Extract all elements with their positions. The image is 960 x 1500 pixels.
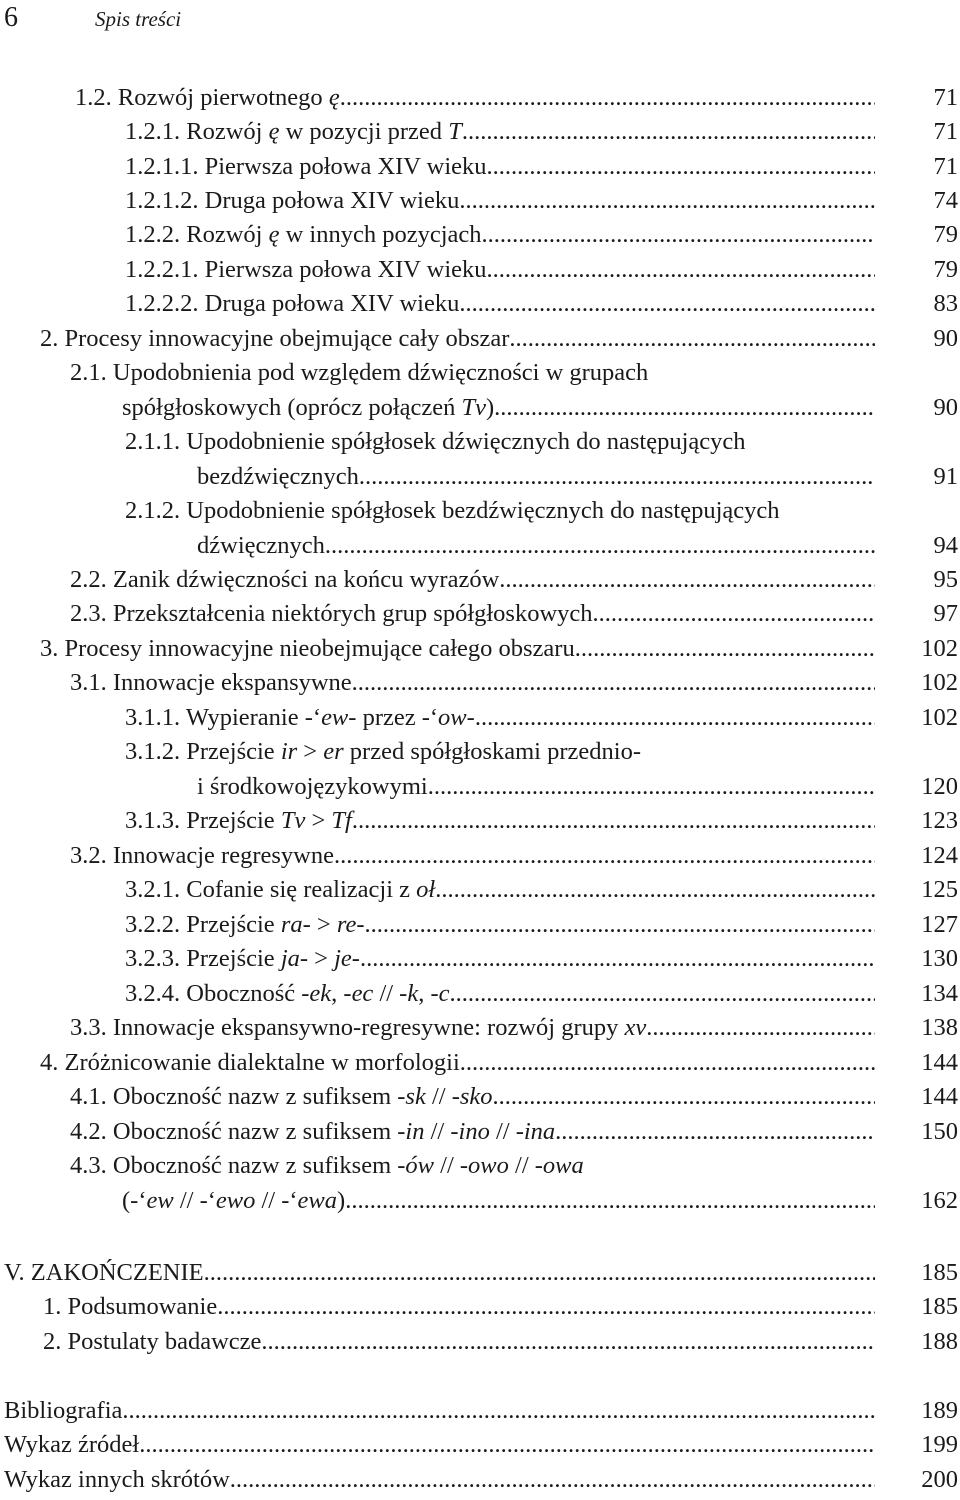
toc-text: Oboczność nazw z sufiksem - [112,1083,406,1110]
toc-text [125,804,352,838]
toc-text: 1.2.2. [125,221,181,248]
toc-text: Oboczność nazw z sufiksem - [112,1118,406,1145]
toc-italic-text: ja- [280,945,309,972]
toc-text: 1.2.1.1. [125,153,199,180]
toc-text [4,1256,204,1290]
toc-text: Pierwsza połowa XIV wieku [204,256,487,283]
toc-italic-text: oł [416,876,436,903]
toc-text: Procesy innowacyjne nieobejmujące całego obszaru [64,635,575,662]
toc-text [70,839,334,873]
toc-entry [4,1463,875,1497]
dot-leader [646,1011,875,1045]
toc-page-number: 124 [921,842,958,869]
toc-page-number: 185 [921,1259,958,1286]
toc-text: ZAKOŃCZENIE [30,1259,204,1286]
dot-leader [482,218,875,252]
toc-text: 3.1.3. [125,807,181,834]
toc-entry [125,977,875,1011]
toc-italic-text: ów [405,1152,435,1179]
toc-text [43,1325,261,1359]
toc-text: 2.1. [70,359,107,386]
toc-italic-text: ę [328,84,340,111]
toc-text: Wykaz źródeł [4,1431,140,1458]
toc-text: 4.3. [70,1152,107,1179]
toc-text: // - [425,1083,460,1110]
toc-text: Podsumowanie [67,1293,218,1320]
toc-text: 3.3. [70,1014,107,1041]
toc-entry [125,701,875,735]
toc-text: 4.1. [70,1083,107,1110]
toc-page-number: 185 [921,1293,958,1320]
toc-text: 1.2.2.2. [125,290,199,317]
toc-text: Upodobnienie spółgłosek bezdźwięcznych do następujących [186,497,780,524]
toc-page-number: 125 [921,876,958,903]
page-header [0,0,960,36]
toc-text: 2.1.1. [125,428,181,455]
toc-text: dźwięcznych [197,532,325,559]
toc-text: Upodobnienia pod względem dźwięczności w grupach [112,359,649,386]
dot-leader [204,1256,875,1290]
dot-leader [325,529,875,563]
toc-text: Innowacje regresywne [112,842,334,869]
toc-italic-text: ę [268,118,280,145]
toc-italic-text: in [405,1118,425,1145]
toc-text: Przekształcenia niektórych grup spółgłoskowych [112,600,593,627]
toc-page-number: 162 [921,1187,958,1214]
toc-text: 1.2.1.2. [125,187,199,214]
toc-italic-text: owo [468,1152,509,1179]
toc-text: w pozycji przed [279,118,449,145]
toc-italic-text: Tv [461,394,486,421]
toc-text [70,666,352,700]
toc-text: Zróżnicowanie dialektalne w morfologii [64,1049,460,1076]
toc-text: 2. [40,325,59,352]
toc-page-number: 102 [921,635,958,662]
dot-leader [230,1463,875,1497]
dot-leader [217,1290,875,1324]
dot-leader [365,908,875,942]
toc-page-number: 138 [921,1014,958,1041]
toc-text: ) [337,1187,346,1214]
toc-text: // - [373,980,408,1007]
toc-italic-text: ir [280,738,298,765]
toc-text: 3.1. [70,669,107,696]
toc-text: // - [489,1118,524,1145]
toc-page-number: 71 [933,118,958,145]
dot-leader [575,632,875,666]
toc-text: Innowacje ekspansywne [112,669,352,696]
toc-italic-text: Tv [280,807,306,834]
toc-page-number: 134 [921,980,958,1007]
dot-leader [487,253,875,287]
toc-text: // - [434,1152,469,1179]
toc-text: Bibliografia [4,1397,123,1424]
toc-text: Rozwój [186,118,269,145]
toc-entry [70,666,875,700]
page-number: 6 [4,2,18,33]
dot-leader [459,184,875,218]
dot-leader [261,1325,875,1359]
dot-leader [340,81,875,115]
toc-text: Przejście [186,911,281,938]
toc-text: 3.1.2. [125,738,181,765]
toc-entry [125,184,875,218]
dot-leader [139,1428,875,1462]
dot-leader [359,460,875,494]
toc-text: , - [331,980,352,1007]
dot-leader [493,1080,875,1114]
dot-leader [499,563,875,597]
dot-leader [345,1184,875,1218]
toc-text: (-‘ [122,1187,147,1214]
toc-text: Przejście [186,738,281,765]
toc-text: 2.3. [70,600,107,627]
toc-page-number: 189 [921,1397,958,1424]
dot-leader [428,770,875,804]
dot-leader [475,701,875,735]
toc-entry [70,839,875,873]
dot-leader [334,839,875,873]
dot-leader [122,1394,875,1428]
toc-entry [197,770,875,804]
toc-text: w innych pozycjach [279,221,482,248]
toc-entry [125,908,875,942]
toc-italic-text: T [448,118,462,145]
toc-page-number: 95 [933,566,958,593]
toc-page-number: 144 [921,1049,958,1076]
toc-text: > [308,945,335,972]
toc-text [125,184,459,218]
toc-text: V. [4,1259,25,1286]
toc-entry [122,391,875,425]
toc-text: 3.2.4. [125,980,181,1007]
toc-entry [4,1394,875,1428]
toc-text [43,1290,217,1324]
toc-page-number: 74 [933,187,958,214]
toc-text: spółgłoskowych (oprócz połączeń [122,394,462,421]
toc-italic-text: er [323,738,344,765]
toc-italic-text: Tf [331,807,352,834]
toc-text [122,1184,345,1218]
toc-italic-text: je- [334,945,360,972]
toc-text: 1.2.1. [125,118,181,145]
dot-leader [593,597,875,631]
toc-italic-text: ow [438,704,467,731]
toc-entry [70,1080,875,1114]
toc-text: Innowacje ekspansywno-regresywne: rozwój grupy [112,1014,625,1041]
toc-text [125,701,475,735]
toc-italic-text: re- [336,911,365,938]
toc-entry [70,1011,875,1045]
toc-text: // - [424,1118,459,1145]
toc-page-number: 200 [921,1466,958,1493]
toc-italic-text: ec [351,980,374,1007]
toc-text: 4.2. [70,1118,107,1145]
toc-text: - przez -‘ [348,704,439,731]
toc-text: Wypieranie -‘ [185,704,322,731]
toc-entry [4,1428,875,1462]
toc-entry-line [70,1149,875,1183]
toc-text [122,391,494,425]
toc-text: 1.2. [75,84,112,111]
toc-text: Druga połowa XIV wieku [204,290,460,317]
toc-page-number: 79 [933,221,958,248]
toc-entry [43,1325,875,1359]
dot-leader [460,1046,875,1080]
toc-text [125,942,360,976]
dot-leader [459,287,875,321]
toc-text: przed spółgłoskami przednio- [343,738,641,765]
toc-entry-line [125,494,875,528]
toc-text [70,1080,493,1114]
toc-text: Procesy innowacyjne obejmujące cały obszar [64,325,510,352]
toc-entry [125,253,875,287]
toc-text: - [466,704,475,731]
toc-page-number: 91 [933,463,958,490]
toc-entry [125,287,875,321]
toc-text [125,977,450,1011]
toc-page-number: 150 [921,1118,958,1145]
toc-italic-text: sko [459,1083,493,1110]
toc-page-number: 188 [921,1328,958,1355]
toc-text [125,873,435,907]
toc-page-number: 71 [933,153,958,180]
toc-text: Druga połowa XIV wieku [204,187,460,214]
toc-italic-text: ek [309,980,332,1007]
toc-text: 3.2.3. [125,945,181,972]
toc-text: , - [418,980,439,1007]
toc-text: Zanik dźwięczności na końcu wyrazów [112,566,500,593]
toc-text: 2. [43,1328,62,1355]
toc-text: 3. [40,635,59,662]
toc-text: Cofanie się realizacji z [186,876,417,903]
toc-page-number: 94 [933,532,958,559]
toc-entry [125,873,875,907]
toc-italic-text: ew [321,704,349,731]
toc-entry-line [125,735,875,769]
toc-text [40,632,575,666]
toc-text [125,150,487,184]
toc-text: 3.2. [70,842,107,869]
toc-text [125,253,487,287]
toc-entry [43,1290,875,1324]
toc-italic-text: ewo [215,1187,256,1214]
toc-entry [70,1115,875,1149]
toc-entry [122,1184,875,1218]
toc-text: Postulaty badawcze [67,1328,262,1355]
toc-text: // - [508,1152,543,1179]
toc-text: > [310,911,337,938]
toc-italic-text: sk [405,1083,426,1110]
dot-leader [462,115,875,149]
toc-page-number: 102 [921,669,958,696]
toc-text: 3.2.2. [125,911,181,938]
toc-text: 2.1.2. [125,497,181,524]
toc-entry [70,563,875,597]
toc-text: Przejście [186,945,281,972]
dot-leader [352,666,875,700]
toc-entry [197,460,875,494]
toc-italic-text: owa [542,1152,584,1179]
toc-italic-text: c [438,980,450,1007]
toc-page-number: 102 [921,704,958,731]
running-title: Spis treści [95,7,182,31]
toc-text [70,1011,646,1045]
dot-leader [352,804,875,838]
toc-entry-line [125,425,875,459]
toc-italic-text: ewa [297,1187,338,1214]
toc-italic-text: k [407,980,419,1007]
toc-page-number: 71 [933,84,958,111]
toc-page-number: 90 [933,325,958,352]
toc-entry [125,218,875,252]
toc-italic-text: ew [146,1187,174,1214]
toc-page-number: 83 [933,290,958,317]
toc-text [40,1046,460,1080]
toc-entry [70,597,875,631]
toc-text [70,1115,555,1149]
toc-text: 4. [40,1049,59,1076]
toc-text: 1.2.2.1. [125,256,199,283]
toc-entry [75,81,875,115]
toc-text: 2.2. [70,566,107,593]
toc-text: Oboczność - [186,980,310,1007]
toc-text: Rozwój [186,221,269,248]
toc-italic-text: ino [458,1118,490,1145]
dot-leader [360,942,875,976]
toc-text: i środkowojęzykowymi [197,773,428,800]
toc-page-number: 120 [921,773,958,800]
toc-text [125,908,365,942]
dot-leader [509,322,875,356]
toc-entry [40,1046,875,1080]
dot-leader [450,977,875,1011]
toc-text: 3.2.1. [125,876,181,903]
toc-text: Rozwój pierwotnego [117,84,329,111]
toc-text: 3.1.1. [125,704,181,731]
dot-leader [435,873,875,907]
toc-page-number: 127 [921,911,958,938]
toc-entry [4,1256,875,1290]
toc-text: // -‘ [173,1187,216,1214]
toc-entry [125,150,875,184]
toc-page-number: 90 [933,394,958,421]
toc-text [125,218,482,252]
toc-entry [125,115,875,149]
toc-text: Pierwsza połowa XIV wieku [204,153,487,180]
dot-leader [487,150,875,184]
dot-leader [555,1115,875,1149]
toc-page-number: 199 [921,1431,958,1458]
toc-text [75,81,340,115]
toc-text [40,322,509,356]
toc-page-number: 79 [933,256,958,283]
toc-italic-text: ra- [280,911,311,938]
toc-text: Oboczność nazw z sufiksem - [112,1152,406,1179]
toc-text [70,597,593,631]
toc-page-number: 144 [921,1083,958,1110]
toc-text: Upodobnienie spółgłosek dźwięcznych do następujących [186,428,746,455]
toc-italic-text: ę [268,221,280,248]
toc-entry [197,529,875,563]
toc-text: // -‘ [255,1187,298,1214]
toc-italic-text: ina [523,1118,556,1145]
toc-text: bezdźwięcznych [197,463,359,490]
toc-text [125,287,459,321]
toc-text: ) [486,394,495,421]
dot-leader [494,391,875,425]
toc-page-number: 123 [921,807,958,834]
toc-text: > [297,738,324,765]
toc-text: 1. [43,1293,62,1320]
toc-entry [125,804,875,838]
toc-text: > [305,807,332,834]
toc-page-number: 97 [933,600,958,627]
toc-italic-text: xv [624,1014,647,1041]
toc-page-number: 130 [921,945,958,972]
toc-text [125,115,462,149]
toc-text [70,563,499,597]
toc-entry [125,942,875,976]
toc-text: Wykaz innych skrótów [4,1466,230,1493]
toc-entry [40,632,875,666]
toc-entry-line [70,356,875,390]
toc-text: Przejście [186,807,281,834]
toc-entry [40,322,875,356]
